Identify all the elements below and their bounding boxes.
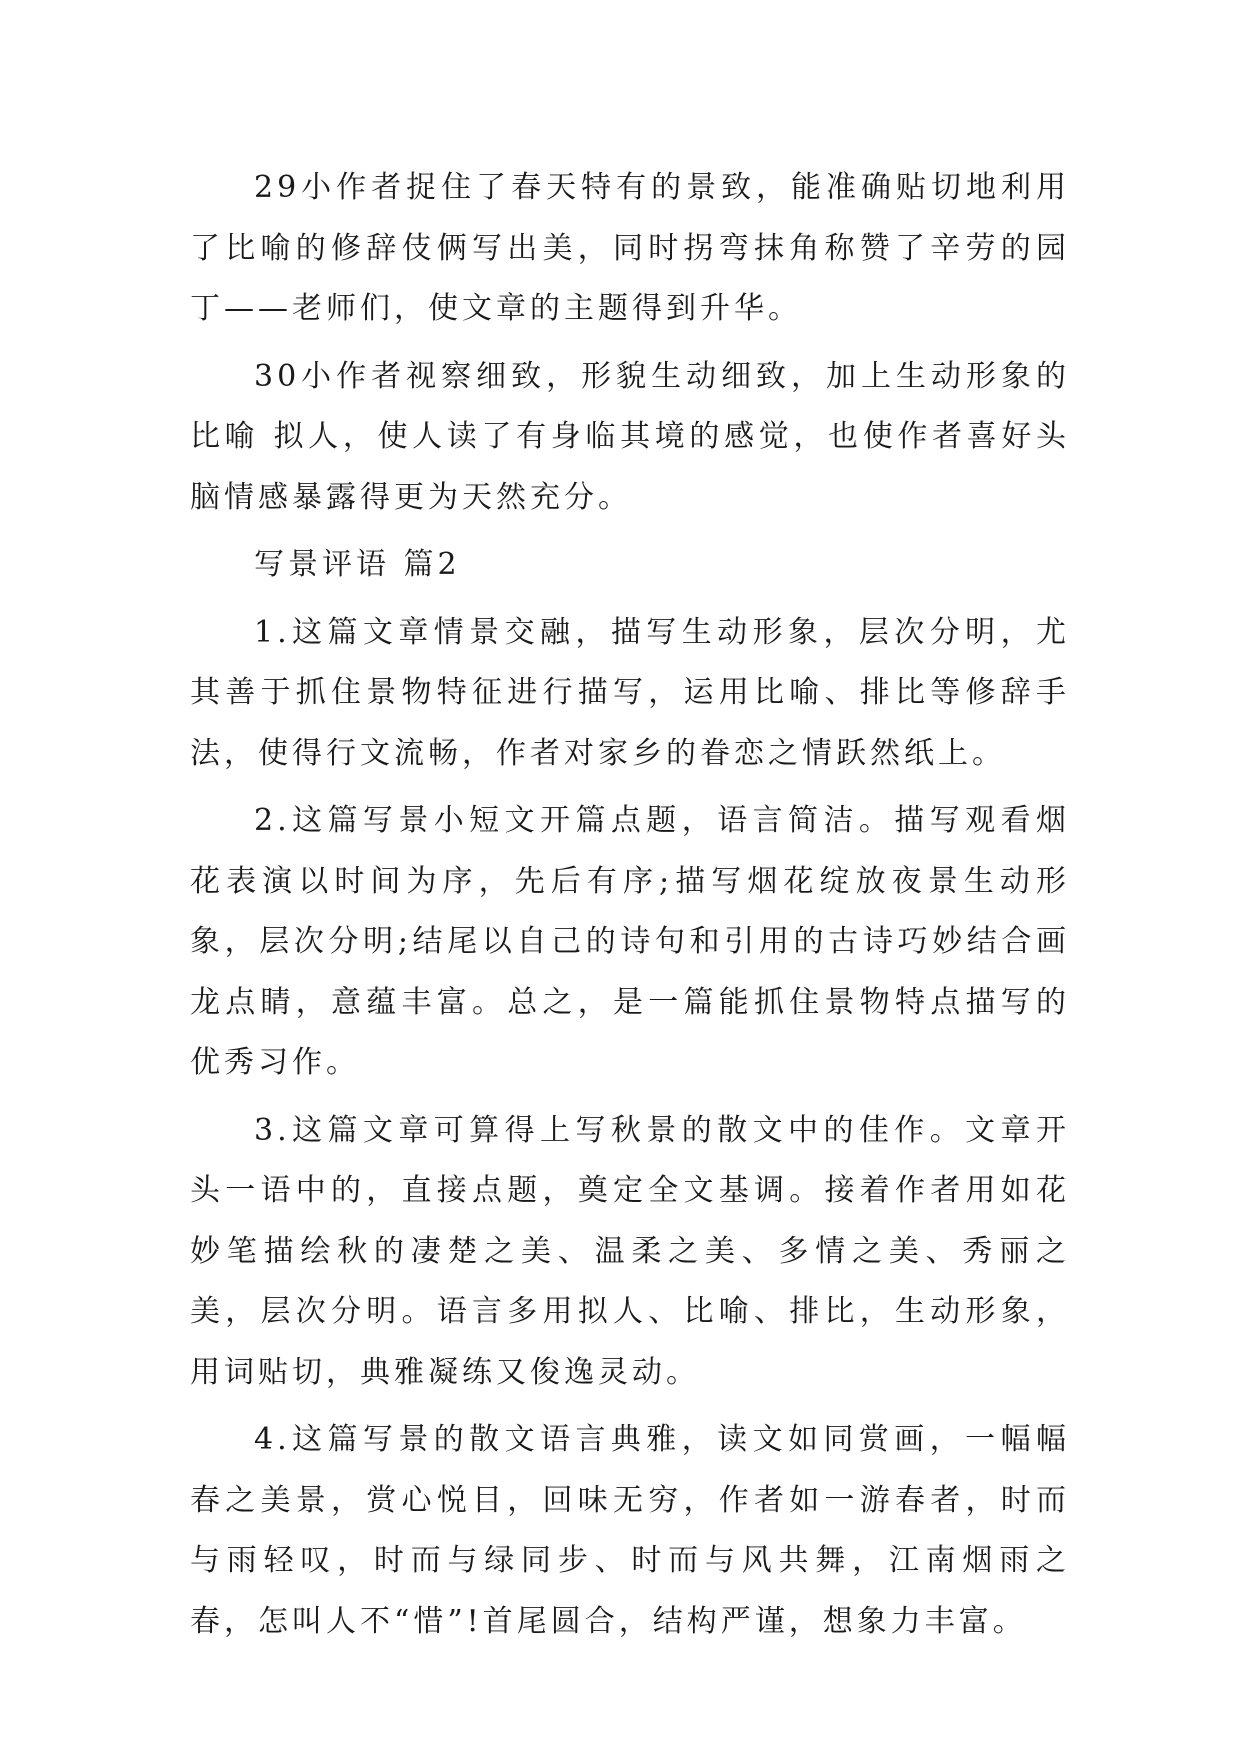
paragraph-1: 1.这篇文章情景交融，描写生动形象，层次分明，尤其善于抓住景物特征进行描写，运用比喻、排比等修辞手法，使得行文流畅，作者对家乡的眷恋之情跃然纸上。	[190, 614, 1070, 771]
paragraph-4: 4.这篇写景的散文语言典雅，读文如同赏画，一幅幅春之美景，赏心悦目，回味无穷，作者如一游春者，时而与雨轻叹，时而与绿同步、时而与风共舞，江南烟雨之春，怎叫人不“惜”!首尾圆合，结构严谨，想象力丰富。	[190, 1422, 1070, 1639]
paragraph-3: 3.这篇文章可算得上写秋景的散文中的佳作。文章开头一语中的，直接点题，奠定全文基调。接着作者用如花妙笔描绘秋的凄楚之美、温柔之美、多情之美、秀丽之美，层次分明。语言多用拟人、比喻、排比，生动形象，用词贴切，典雅凝练又俊逸灵动。	[190, 1112, 1070, 1390]
paragraph-2: 2.这篇写景小短文开篇点题，语言简洁。描写观看烟花表演以时间为序，先后有序;描写烟花绽放夜景生动形象，层次分明;结尾以自己的诗句和引用的古诗巧妙结合画龙点睛，意蕴丰富。总之，是一篇能抓住景物特点描写的优秀习作。	[190, 803, 1070, 1080]
paragraph-29: 29小作者捉住了春天特有的景致，能准确贴切地利用了比喻的修辞伎俩写出美，同时拐弯抹角称赞了辛劳的园丁——老师们，使文章的主题得到升华。	[190, 170, 1070, 326]
paragraph-30: 30小作者视察细致，形貌生动细致，加上生动形象的比喻 拟人，使人读了有身临其境的感觉，也使作者喜好头脑情感暴露得更为天然充分。	[190, 358, 1070, 515]
document-body	[190, 158, 1070, 1659]
section-heading: 写景评语 篇2	[254, 547, 461, 582]
